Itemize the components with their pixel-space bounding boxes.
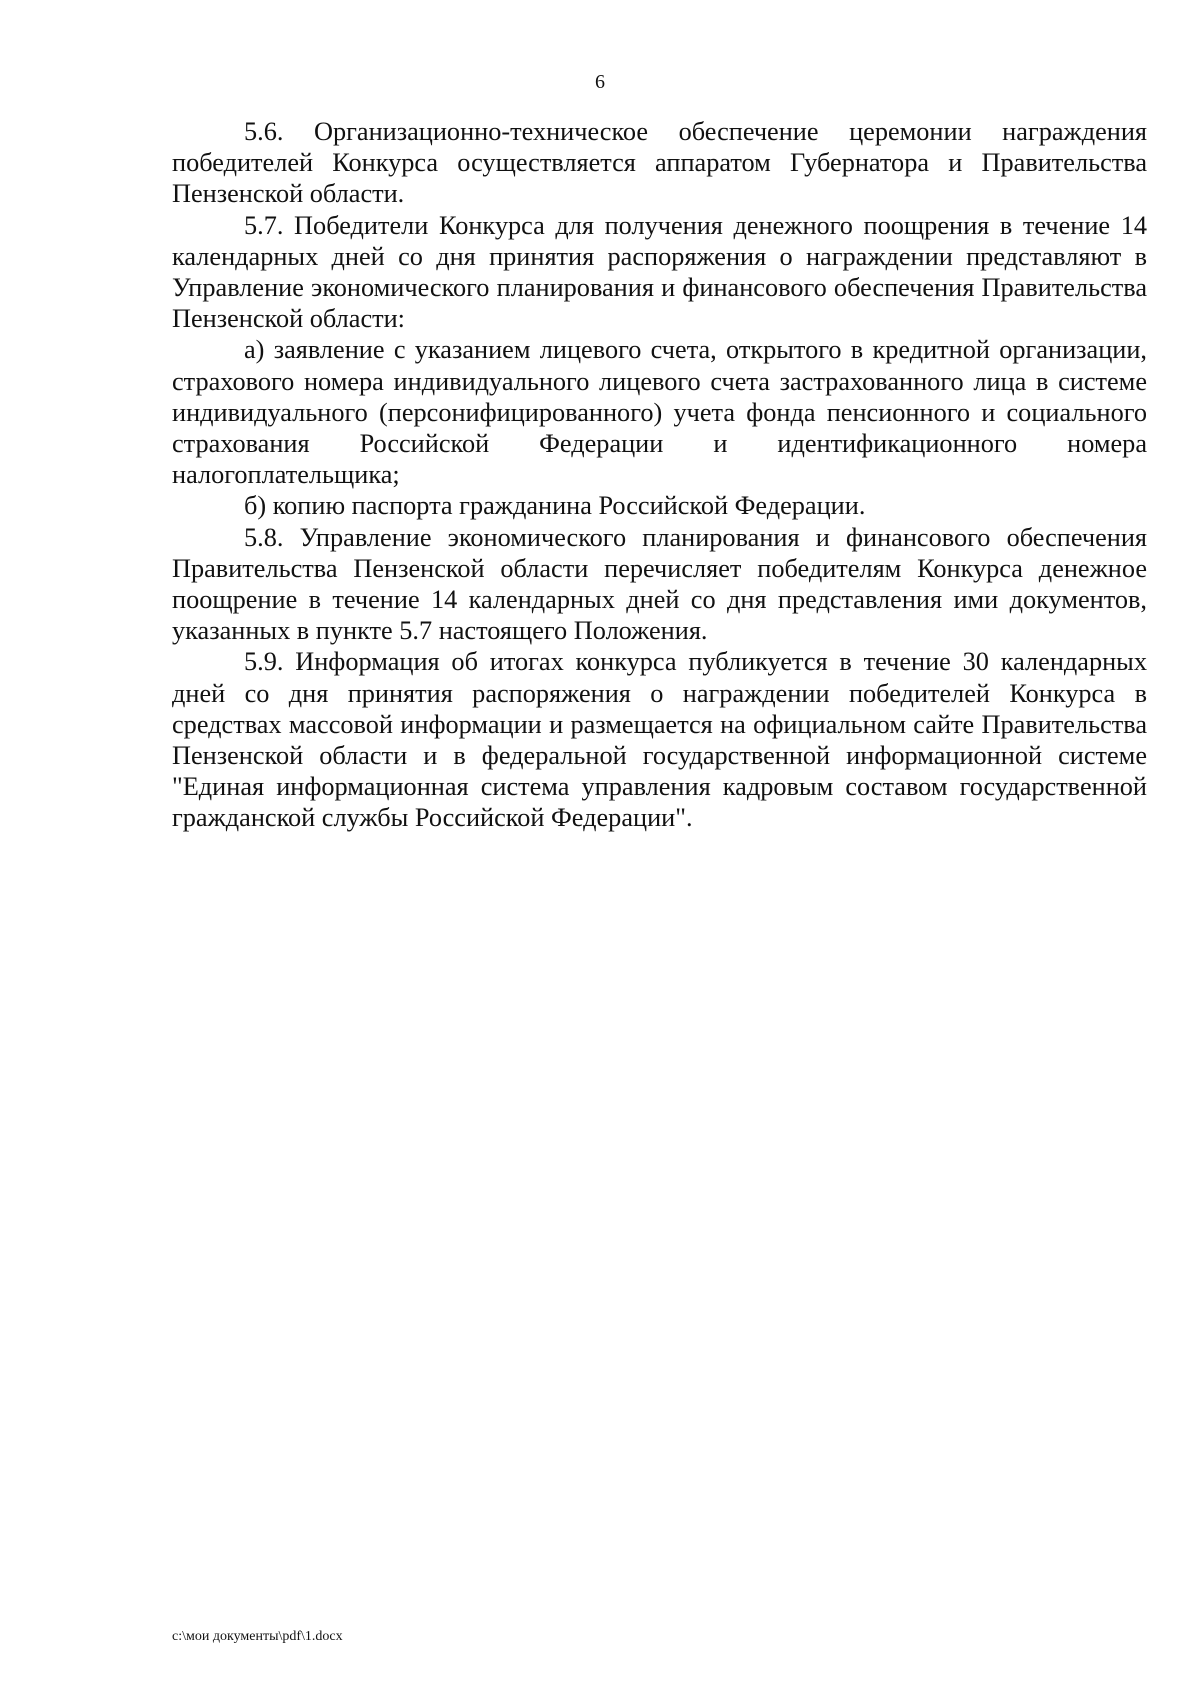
- paragraph-5-7-a: а) заявление с указанием лицевого счета, открытого в кредитной организации, страхового номера индивидуального лицевого счета застрахованного лица в системе индивидуального (персонифицированного) учета фонда пенсионного и социального страхования Российской Федерации и идентификационного номера налогоплательщика;: [172, 335, 1147, 490]
- paragraph-5-7-b: б) копию паспорта гражданина Российской Федерации.: [244, 491, 866, 521]
- paragraph-5-6: 5.6. Организационно-техническое обеспечение церемонии награждения победителей Конкурса осуществляется аппаратом Губернатора и Правительства Пензенской области.: [172, 117, 1147, 209]
- paragraph-5-8: 5.8. Управление экономического планирования и финансового обеспечения Правительства Пензенской области перечисляет победителям Конкурса денежное поощрение в течение 14 календарных дней со дня представления ими документов, указанных в пункте 5.7 настоящего Положения.: [172, 522, 1147, 646]
- paragraph-5-9: 5.9. Информация об итогах конкурса публикуется в течение 30 календарных дней со дня принятия распоряжения о награждении победителей Конкурса в средствах массовой информации и размещается на официальном сайте Правительства Пензенской области и в федеральной государственной информационной системе "Единая информационная система управления кадровым составом государственной гражданской службы Российской Федерации".: [172, 647, 1147, 833]
- paragraph-5-7: 5.7. Победители Конкурса для получения денежного поощрения в течение 14 календарных дней со дня принятия распоряжения о награждении представляют в Управление экономического планирования и финансового обеспечения Правительства Пензенской области:: [172, 210, 1147, 334]
- page-number: 6: [595, 71, 605, 93]
- footer-file-path: c:\мои документы\pdf\1.docx: [172, 1629, 343, 1644]
- document-body: [172, 116, 1147, 834]
